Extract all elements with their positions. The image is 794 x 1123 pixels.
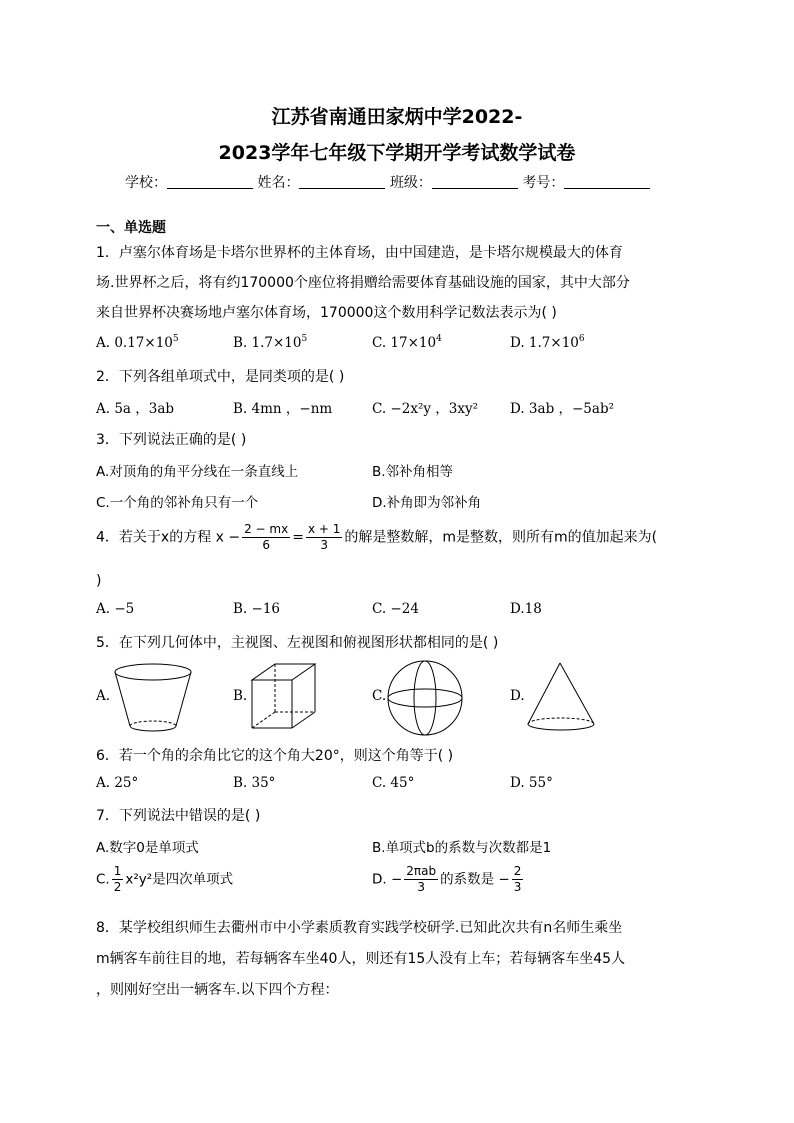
q8-line1: 8．某学校组织师生去衢州市中小学素质教育实践学校研学.已知此次共有n名师生乘坐 bbox=[96, 920, 623, 936]
q3-option-b: B.邻补角相等 bbox=[372, 464, 454, 480]
exam-title-line1: 江苏省南通田家炳中学2022- bbox=[271, 106, 523, 128]
school-label: 学校： bbox=[125, 175, 167, 191]
sphere-figure bbox=[385, 658, 465, 738]
name-blank bbox=[299, 174, 385, 189]
q3-stem: 3．下列说法正确的是( ) bbox=[96, 432, 247, 448]
q2-option-b: B. 4mn ，−nm bbox=[233, 401, 333, 417]
exam-title-line2: 2023学年七年级下学期开学考试数学试卷 bbox=[218, 142, 576, 164]
q1-line1: 1．卢塞尔体育场是卡塔尔世界杯的主体育场，由中国建造，是卡塔尔规模最大的体育 bbox=[96, 245, 623, 261]
q5-option-b: B. bbox=[233, 688, 248, 704]
q5-option-a: A. bbox=[96, 688, 111, 704]
q7-option-b: B.单项式b的系数与次数都是1 bbox=[372, 840, 552, 856]
prism-figure bbox=[245, 660, 335, 736]
q4-stem: 4．若关于x的方程 x − $\frac{2 - mx}{6}$ = $\frac{x + 1}{3}$ 的解是整数解，m是整数，则所有m的值加起来为( bbox=[96, 522, 658, 552]
q8-line2: m辆客车前往目的地，若每辆客车坐40人，则还有15人没有上车；若每辆客车坐45人 bbox=[96, 951, 626, 967]
q1-line2: 场.世界杯之后，将有约170000个座位将捐赠给需要体育基础设施的国家，其中大部分 bbox=[96, 275, 630, 291]
class-label: 班级： bbox=[389, 175, 432, 191]
school-blank bbox=[167, 174, 253, 189]
q6-option-c: C. 45° bbox=[372, 775, 415, 791]
class-blank bbox=[432, 174, 518, 189]
q3-option-a: A.对顶角的角平分线在一条直线上 bbox=[96, 464, 299, 480]
q3-option-c: C.一个角的邻补角只有一个 bbox=[96, 495, 259, 511]
q1-option-d: D. $1.7\times 10^6$ bbox=[510, 334, 585, 351]
q2-option-d: D. 3ab ，−5ab² bbox=[510, 401, 614, 417]
q1-line3: 来自世界杯决赛场地卢塞尔体育场，170000这个数用科学记数法表示为( ) bbox=[96, 305, 557, 321]
cone-figure bbox=[522, 660, 602, 736]
q4-option-a: A. −5 bbox=[96, 601, 135, 617]
section-heading: 一、单选题 bbox=[96, 220, 166, 236]
q1-option-b: B. $1.7\times 10^5$ bbox=[233, 334, 308, 351]
q4-option-b: B. −16 bbox=[233, 601, 280, 617]
q6-option-d: D. 55° bbox=[510, 775, 553, 791]
id-label: 考号： bbox=[522, 175, 565, 191]
q4-option-d: D.18 bbox=[510, 601, 542, 617]
q4-fraction-1: $\frac{2 - mx}{6}$ bbox=[244, 522, 289, 552]
q2-option-c: C. −2x²y ，3xy² bbox=[372, 401, 479, 417]
q4-stem-close: ) bbox=[96, 573, 102, 589]
q2-stem: 2．下列各组单项式中，是同类项的是( ) bbox=[96, 369, 345, 385]
q6-option-a: A. 25° bbox=[96, 775, 139, 791]
id-blank bbox=[564, 174, 650, 189]
q3-option-d: D.补角即为邻补角 bbox=[372, 495, 482, 511]
name-label: 姓名： bbox=[257, 175, 300, 191]
student-info-row bbox=[125, 172, 650, 192]
q7-option-a: A.数字0是单项式 bbox=[96, 840, 199, 856]
q5-option-d: D. bbox=[510, 688, 525, 704]
q5-option-c: C. bbox=[372, 688, 387, 704]
q7-stem: 7．下列说法中错误的是( ) bbox=[96, 808, 261, 824]
q6-stem: 6．若一个角的余角比它的这个角大20°，则这个角等于( ) bbox=[96, 748, 454, 764]
q4-option-c: C. −24 bbox=[372, 601, 419, 617]
q7-option-d: D. − $\frac{\text{2πab}}{3}$ 的系数是 − $\frac{2}{3}$ bbox=[372, 864, 522, 894]
q6-option-b: B. 35° bbox=[233, 775, 276, 791]
q1-option-c: C. $17\times 10^4$ bbox=[372, 334, 442, 351]
q7-option-c: C. $\frac{1}{2}$ x²y²是四次单项式 bbox=[96, 864, 234, 894]
q5-stem: 5．在下列几何体中，主视图、左视图和俯视图形状都相同的是( ) bbox=[96, 635, 499, 651]
q8-line3: ，则刚好空出一辆客车.以下四个方程： bbox=[96, 982, 339, 998]
frustum-figure bbox=[108, 660, 198, 736]
q2-option-a: A. 5a ，3ab bbox=[96, 401, 175, 417]
q1-option-a: A. $0.17\times 10^5$ bbox=[96, 334, 179, 351]
q4-fraction-2: $\frac{x + 1}{3}$ bbox=[307, 522, 341, 552]
